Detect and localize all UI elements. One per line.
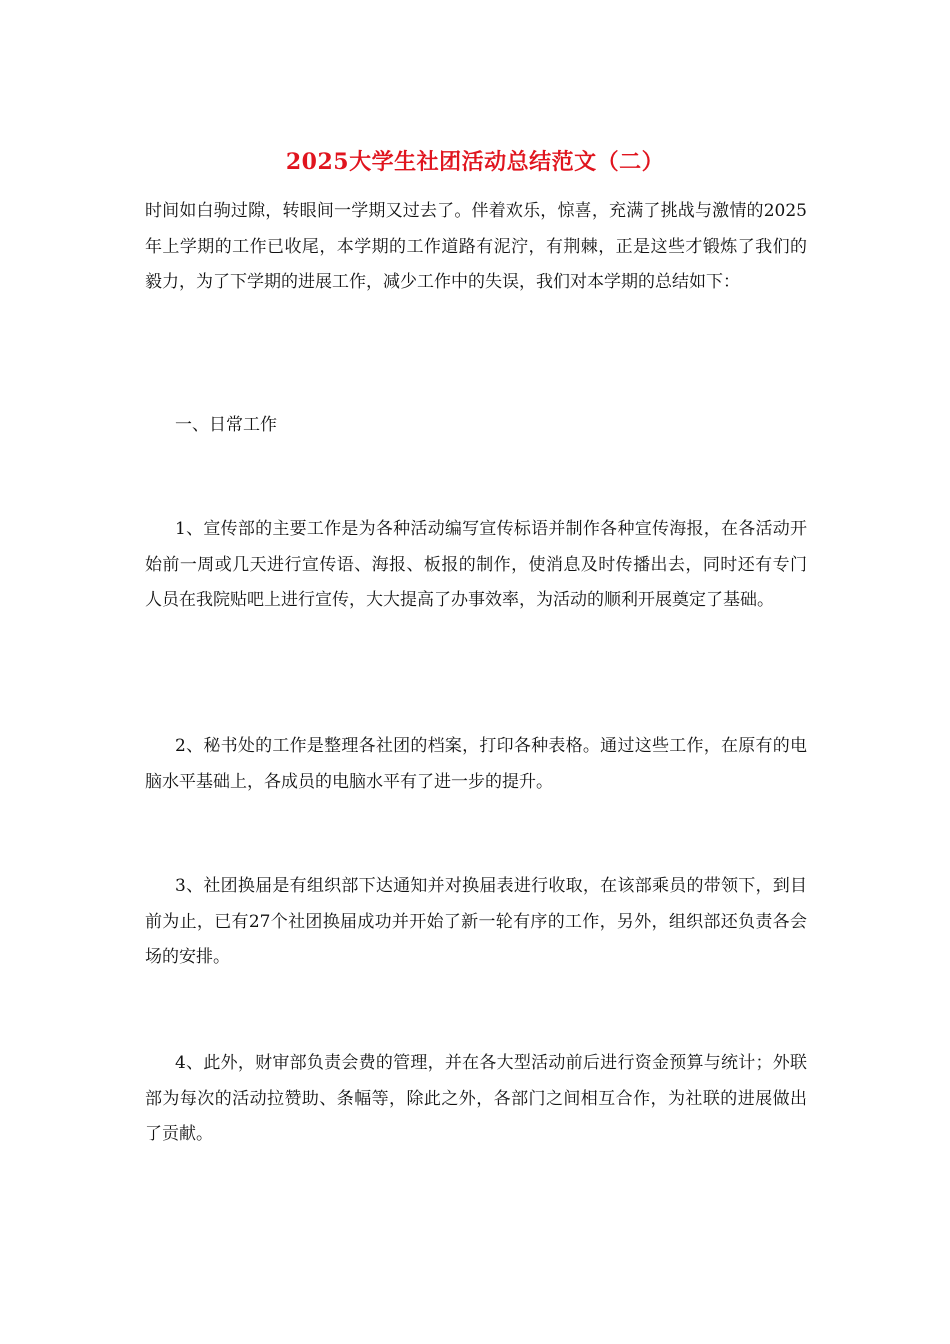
intro-paragraph: 时间如白驹过隙，转眼间一学期又过去了。伴着欢乐，惊喜，充满了挑战与激情的2025年上学期的工作已收尾，本学期的工作道路有泥泞，有荆棘，正是这些才锻炼了我们的毅力，为了下学期的进展工作，减少工作中的失误，我们对本学期的总结如下： <box>145 201 807 292</box>
list-item-secretariat: 2、秘书处的工作是整理各社团的档案，打印各种表格。通过这些工作，在原有的电脑水平基础上，各成员的电脑水平有了进一步的提升。 <box>145 736 807 792</box>
list-item-club-election: 3、社团换届是有组织部下达通知并对换届表进行收取，在该部乘员的带领下，到目前为止，已有27个社团换届成功并开始了新一轮有序的工作，另外，组织部还负责各会场的安排。 <box>145 876 807 967</box>
list-item-finance-external: 4、此外，财审部负责会费的管理，并在各大型活动前后进行资金预算与统计；外联部为每次的活动拉赞助、条幅等，除此之外，各部门之间相互合作，为社联的进展做出了贡献。 <box>145 1053 807 1144</box>
section-heading-daily-work: 一、日常工作 <box>175 415 277 435</box>
document-title: 2025大学生社团活动总结范文（二） <box>285 149 665 175</box>
list-item-publicity: 1、宣传部的主要工作是为各种活动编写宣传标语并制作各种宣传海报，在各活动开始前一周或几天进行宣传语、海报、板报的制作，使消息及时传播出去，同时还有专门人员在我院贴吧上进行宣传，大大提高了办事效率，为活动的顺利开展奠定了基础。 <box>145 519 807 610</box>
